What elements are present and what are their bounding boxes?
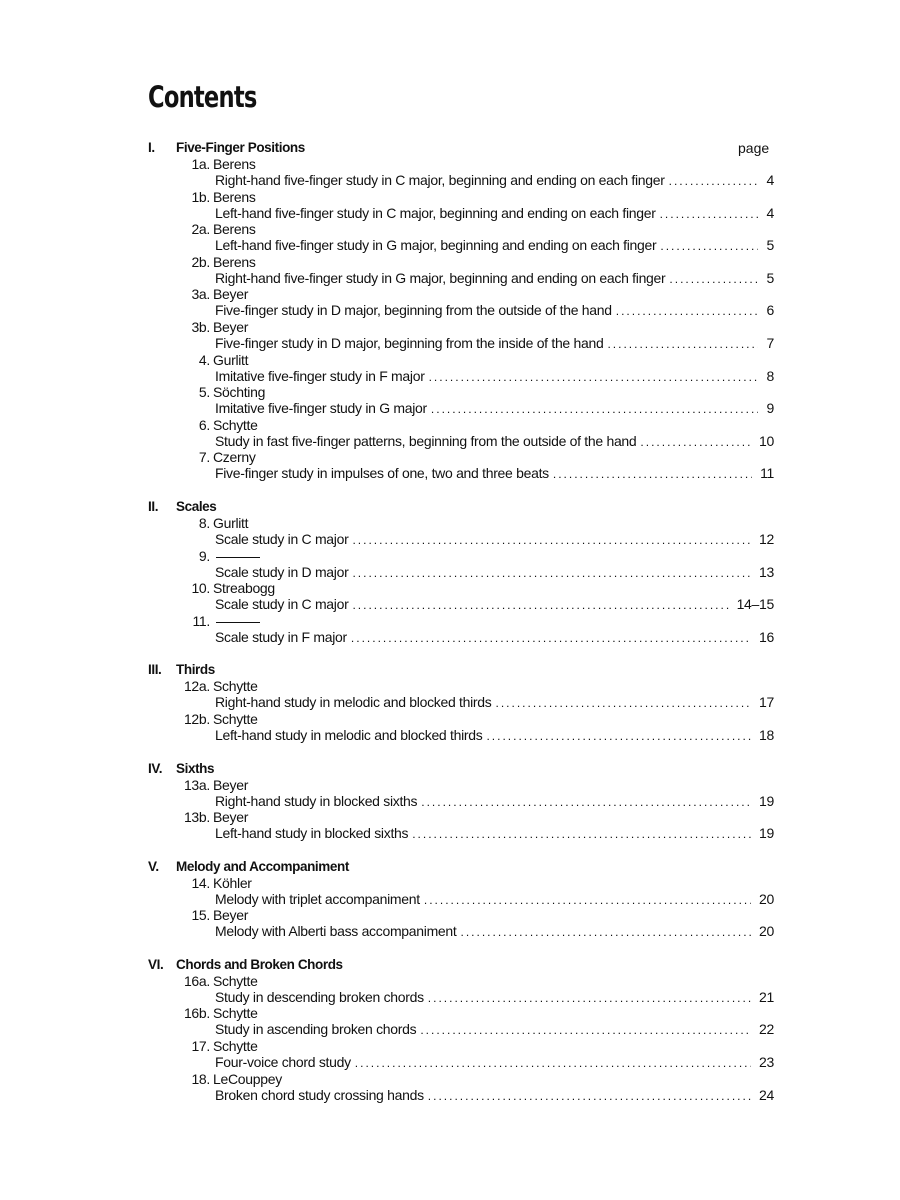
entry-description: Right-hand five-finger study in C major, beginning and ending on each finger: [215, 172, 665, 188]
page-number: 19: [759, 792, 774, 809]
section-number: VI.: [148, 956, 164, 972]
dot-leader: [461, 925, 752, 939]
section-title: Five-Finger Positions: [176, 140, 305, 155]
entry-description-line: [215, 531, 755, 547]
composer-name: Söchting: [213, 384, 266, 401]
toc-entry: [0, 1038, 900, 1071]
toc-entry: [0, 613, 900, 646]
entry-description: Scale study in C major: [215, 530, 349, 547]
toc-entry: [0, 907, 900, 940]
entry-description-line: [215, 270, 762, 286]
entry-description: Left-hand five-finger study in C major, beginning and ending on each finger: [215, 204, 656, 221]
section-heading: [0, 857, 900, 875]
entry-description-line: [215, 1087, 755, 1103]
entry-number: 10.: [191, 580, 210, 597]
dot-leader: [351, 631, 751, 645]
toc-entry: [0, 417, 900, 450]
dot-leader: [352, 566, 751, 580]
page-number: 13: [759, 563, 774, 580]
composer-name: Schytte: [213, 1038, 258, 1055]
composer-name: Schytte: [213, 678, 258, 695]
composer-name: Köhler: [213, 874, 252, 891]
entry-description-line: [215, 172, 762, 188]
dot-leader: [607, 337, 758, 351]
page-number: 16: [759, 628, 774, 645]
entry-number: 9.: [198, 547, 210, 564]
composer-name: Beyer: [213, 286, 249, 303]
page-number: 18: [759, 726, 774, 743]
dot-leader: [352, 598, 729, 612]
entry-description: Scale study in C major: [215, 596, 349, 613]
page-title: Contents: [148, 80, 257, 114]
entry-description: Study in ascending broken chords: [215, 1021, 417, 1038]
dot-leader: [553, 467, 752, 481]
entry-number: 12b.: [183, 710, 210, 727]
composer-name: Berens: [213, 221, 256, 238]
dot-leader: [640, 435, 751, 449]
page-number: 19: [759, 825, 774, 842]
page-number: 21: [759, 988, 774, 1005]
toc-entry: [0, 352, 900, 385]
page-number: 8: [766, 367, 774, 384]
dot-leader: [412, 827, 751, 841]
entry-description: Right-hand study in melodic and blocked thirds: [215, 694, 492, 711]
entry-description: Left-hand study in melodic and blocked thirds: [215, 726, 483, 743]
dot-leader: [669, 174, 758, 188]
page-number: 20: [759, 890, 774, 907]
toc-entry: [0, 189, 900, 222]
ditto-dash: [216, 622, 260, 623]
toc-section: [0, 660, 900, 743]
entry-description: Right-hand five-finger study in G major, beginning and ending on each finger: [215, 269, 666, 286]
entry-description-line: [215, 891, 755, 907]
toc-entry: [0, 319, 900, 352]
composer-name: Schytte: [213, 1005, 258, 1022]
entry-number: 13a.: [183, 776, 210, 793]
dot-leader: [660, 207, 758, 221]
toc-section: [0, 138, 900, 482]
toc-section: [0, 955, 900, 1103]
page-number: 4: [766, 172, 774, 188]
entry-description-line: [215, 989, 755, 1005]
page-number: 6: [766, 302, 774, 319]
entry-description: Study in fast five-finger patterns, beginning from the outside of the hand: [215, 432, 637, 449]
page-number: 20: [759, 923, 774, 940]
section-number: III.: [148, 662, 162, 678]
entry-description-line: [215, 727, 755, 743]
toc-entry: [0, 678, 900, 711]
page-number: 24: [759, 1086, 774, 1103]
toc-entry: [0, 221, 900, 254]
entry-description-line: [215, 923, 755, 939]
composer-name: LeCouppey: [213, 1070, 282, 1087]
composer-name: Czerny: [213, 449, 256, 466]
page-number: 7: [766, 334, 774, 351]
section-number: I.: [148, 140, 155, 155]
entry-description: Broken chord study crossing hands: [215, 1086, 424, 1103]
entry-description-line: [215, 302, 762, 318]
toc-entry: [0, 449, 900, 482]
entry-number: 16a.: [183, 972, 210, 989]
entry-description-line: [215, 596, 733, 612]
entry-description: Five-finger study in D major, beginning from the outside of the hand: [215, 302, 612, 319]
composer-name: Berens: [213, 188, 256, 205]
toc-entry: [0, 286, 900, 319]
entry-description-line: [215, 694, 755, 710]
section-heading: [0, 759, 900, 777]
entry-description-line: [215, 400, 762, 416]
composer-name: Berens: [213, 156, 256, 172]
entry-number: 2a.: [191, 221, 210, 238]
entry-number: 12a.: [183, 678, 210, 695]
entry-description: Right-hand study in blocked sixths: [215, 792, 418, 809]
composer-name: Schytte: [213, 416, 258, 433]
entry-number: 1a.: [191, 156, 210, 172]
entry-number: 11.: [192, 612, 210, 629]
section-number: IV.: [148, 760, 163, 776]
page-number: 12: [759, 530, 774, 547]
entry-number: 7.: [198, 449, 210, 466]
entry-description-line: [215, 629, 755, 645]
toc-entry: [0, 254, 900, 287]
composer-name: Berens: [213, 253, 256, 270]
dot-leader: [669, 272, 758, 286]
entry-description-line: [215, 564, 755, 580]
dot-leader: [428, 1089, 751, 1103]
page-number: 11: [760, 465, 774, 482]
toc-entry: [0, 809, 900, 842]
entry-number: 2b.: [191, 253, 210, 270]
entry-description: Scale study in F major: [215, 628, 347, 645]
entry-number: 4.: [198, 351, 210, 368]
entry-description-line: [215, 1021, 755, 1037]
page-number: 23: [759, 1054, 774, 1071]
section-heading: [0, 660, 900, 678]
section-title: Sixths: [176, 760, 215, 776]
page-number: 4: [766, 204, 774, 221]
entry-number: 6.: [198, 416, 210, 433]
toc-entry: [0, 515, 900, 548]
entry-description: Left-hand study in blocked sixths: [215, 825, 409, 842]
entry-description: Left-hand five-finger study in G major, beginning and ending on each finger: [215, 237, 657, 254]
dot-leader: [352, 533, 751, 547]
table-of-contents: [0, 138, 900, 1118]
entry-description-line: [215, 1054, 755, 1070]
section-title: Scales: [176, 498, 217, 514]
entry-description-line: [215, 368, 762, 384]
section-title: Melody and Accompaniment: [176, 858, 349, 874]
entry-number: 3b.: [191, 318, 210, 335]
dot-leader: [616, 304, 758, 318]
composer-name: Beyer: [213, 318, 249, 335]
dot-leader: [495, 696, 751, 710]
page-number: 14–15: [736, 596, 774, 613]
toc-entry: [0, 1005, 900, 1038]
entry-description: Imitative five-finger study in F major: [215, 367, 425, 384]
entry-description: Five-finger study in D major, beginning from the inside of the hand: [215, 334, 604, 351]
composer-name: Schytte: [213, 710, 258, 727]
entry-number: 14.: [191, 874, 210, 891]
entry-description-line: [215, 793, 755, 809]
dot-leader: [355, 1056, 751, 1070]
entry-number: 17.: [191, 1038, 210, 1055]
composer-name: Beyer: [213, 776, 249, 793]
section-heading: [0, 497, 900, 515]
entry-description-line: [215, 825, 755, 841]
entry-description: Melody with Alberti bass accompaniment: [215, 923, 457, 940]
toc-entry: [0, 875, 900, 908]
entry-number: 16b.: [183, 1005, 210, 1022]
toc-entry: [0, 711, 900, 744]
page-number: 17: [759, 694, 774, 711]
entry-description-line: [215, 237, 762, 253]
composer-name: Beyer: [213, 809, 249, 826]
entry-description-line: [215, 465, 756, 481]
entry-description: Four-voice chord study: [215, 1054, 351, 1071]
entry-description: Imitative five-finger study in G major: [215, 400, 427, 417]
toc-section: [0, 497, 900, 645]
section-number: II.: [148, 498, 159, 514]
dot-leader: [431, 402, 758, 416]
entry-description: Melody with triplet accompaniment: [215, 890, 420, 907]
page-number: 5: [766, 269, 774, 286]
composer-name: Schytte: [213, 972, 258, 989]
entry-description-line: [215, 205, 762, 221]
toc-entry: [0, 973, 900, 1006]
section-heading: [0, 955, 900, 973]
toc-section: [0, 759, 900, 842]
section-heading: [0, 138, 900, 156]
entry-number: 18.: [191, 1070, 210, 1087]
section-number: V.: [148, 858, 159, 874]
section-title: Thirds: [176, 662, 215, 678]
ditto-dash: [216, 557, 260, 558]
composer-name: Streabogg: [213, 580, 275, 597]
section-title: Chords and Broken Chords: [176, 956, 343, 972]
page-number: 9: [766, 400, 774, 417]
toc-entry: [0, 156, 900, 189]
dot-leader: [421, 795, 751, 809]
toc-entry: [0, 580, 900, 613]
composer-name: Gurlitt: [213, 351, 249, 368]
entry-description: Study in descending broken chords: [215, 988, 424, 1005]
entry-description-line: [215, 335, 762, 351]
toc-entry: [0, 548, 900, 581]
toc-entry: [0, 384, 900, 417]
toc-entry: [0, 1071, 900, 1104]
entry-number: 13b.: [183, 809, 210, 826]
entry-number: 3a.: [191, 286, 210, 303]
entry-number: 1b.: [191, 188, 210, 205]
page-number: 10: [759, 432, 774, 449]
entry-description-line: [215, 433, 755, 449]
composer-name: Beyer: [213, 907, 249, 924]
page-column-header: page: [738, 140, 770, 156]
dot-leader: [429, 370, 758, 384]
dot-leader: [486, 729, 751, 743]
toc-section: [0, 857, 900, 940]
composer-name: Gurlitt: [213, 514, 249, 531]
entry-number: 15.: [191, 907, 210, 924]
dot-leader: [660, 239, 758, 253]
entry-description: Five-finger study in impulses of one, two and three beats: [215, 465, 549, 482]
entry-number: 8.: [198, 514, 210, 531]
entry-number: 5.: [198, 384, 210, 401]
dot-leader: [428, 991, 751, 1005]
page-number: 5: [766, 237, 774, 254]
dot-leader: [424, 893, 751, 907]
dot-leader: [420, 1023, 751, 1037]
entry-description: Scale study in D major: [215, 563, 349, 580]
page-number: 22: [759, 1021, 774, 1038]
toc-entry: [0, 777, 900, 810]
